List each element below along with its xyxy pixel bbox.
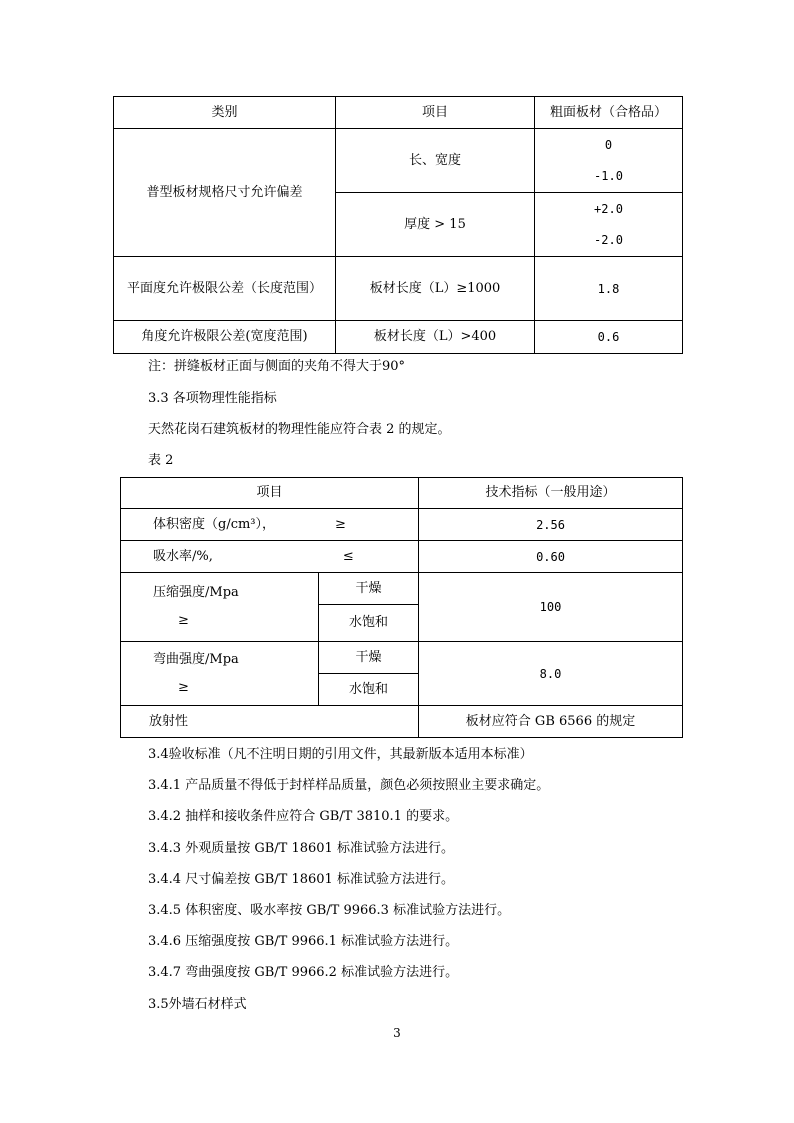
- section-3-3-heading: 3.3 各项物理性能指标: [148, 391, 277, 406]
- flexural-dry: 干燥: [319, 642, 419, 674]
- page-number: 3: [393, 1026, 401, 1040]
- compressive-wet: 水饱和: [319, 605, 419, 642]
- table1-row1-sub2-item: 厚度 > 15: [336, 193, 535, 257]
- table1-header-value: 粗面板材（合格品）: [535, 97, 683, 129]
- item-3-4-2: 3.4.2 抽样和接收条件应符合 GB/T 3810.1 的要求。: [148, 809, 459, 824]
- section-3-4-heading: 3.4验收标准（凡不注明日期的引用文件，其最新版本适用本标准）: [148, 747, 533, 762]
- table1-row3-category: 角度允许极限公差(宽度范围): [114, 321, 336, 354]
- absorption-name: 吸水率/%,: [153, 548, 213, 564]
- compressive-value: 100: [419, 573, 683, 642]
- absorption-op: ≤: [342, 548, 354, 564]
- table1-note: 注：拼缝板材正面与侧面的夹角不得大于90°: [148, 359, 406, 374]
- flexural-value: 8.0: [419, 642, 683, 706]
- table1-header-category: 类别: [114, 97, 336, 129]
- flexural-wet: 水饱和: [319, 674, 419, 706]
- physical-properties-table: [120, 477, 683, 738]
- absorption-label: [121, 541, 419, 573]
- radioactivity-label: 放射性: [121, 706, 419, 738]
- table1-row2-item: 板材长度（L）≥1000: [336, 257, 535, 321]
- dimension-tolerance-table: [113, 96, 683, 354]
- flexural-op: ≥: [178, 679, 189, 695]
- section-3-5-heading: 3.5外墙石材样式: [148, 997, 247, 1012]
- table1-row1-sub1-item: 长、宽度: [336, 129, 535, 193]
- sub2-lower: -2.0: [594, 233, 623, 248]
- table1-row2-value: 1.8: [535, 257, 683, 321]
- section-3-3-text: 天然花岗石建筑板材的物理性能应符合表 2 的规定。: [148, 422, 451, 437]
- table1-row1-category: 普型板材规格尺寸允许偏差: [114, 129, 336, 257]
- table1-row1-sub1-value: [535, 129, 683, 193]
- table1-row3-value: 0.6: [535, 321, 683, 354]
- item-3-4-5: 3.4.5 体积密度、吸水率按 GB/T 9966.3 标准试验方法进行。: [148, 903, 511, 918]
- item-3-4-6: 3.4.6 压缩强度按 GB/T 9966.1 标准试验方法进行。: [148, 934, 459, 949]
- item-3-4-7: 3.4.7 弯曲强度按 GB/T 9966.2 标准试验方法进行。: [148, 965, 459, 980]
- radioactivity-value: 板材应符合 GB 6566 的规定: [419, 706, 683, 738]
- compressive-dry: 干燥: [319, 573, 419, 605]
- absorption-value: 0.60: [419, 541, 683, 573]
- density-op: ≥: [335, 516, 346, 532]
- sub1-upper: 0: [604, 137, 613, 152]
- flexural-label: [121, 642, 319, 706]
- table1-row3-item: 板材长度（L）>400: [336, 321, 535, 354]
- density-value: 2.56: [419, 509, 683, 541]
- density-label: [121, 509, 419, 541]
- compressive-label: [121, 573, 319, 642]
- sub2-upper: +2.0: [594, 201, 623, 216]
- compressive-op: ≥: [178, 613, 189, 628]
- table2-header-item: 项目: [121, 478, 419, 509]
- compressive-name: 压缩强度/Mpa: [153, 585, 239, 600]
- table1-row1-sub2-value: [535, 193, 683, 257]
- table2-label: 表 2: [148, 453, 174, 468]
- item-3-4-4: 3.4.4 尺寸偏差按 GB/T 18601 标准试验方法进行。: [148, 872, 454, 887]
- item-3-4-3: 3.4.3 外观质量按 GB/T 18601 标准试验方法进行。: [148, 841, 454, 856]
- flexural-name: 弯曲强度/Mpa: [153, 651, 239, 667]
- table1-row2-category: 平面度允许极限公差（长度范围）: [114, 257, 336, 321]
- sub1-lower: -1.0: [594, 169, 623, 184]
- table2-header-index: 技术指标（一般用途）: [419, 478, 683, 509]
- density-name: 体积密度（g/cm³），: [153, 516, 276, 532]
- table1-header-item: 项目: [336, 97, 535, 129]
- item-3-4-1: 3.4.1 产品质量不得低于封样样品质量，颜色必须按照业主要求确定。: [148, 778, 550, 793]
